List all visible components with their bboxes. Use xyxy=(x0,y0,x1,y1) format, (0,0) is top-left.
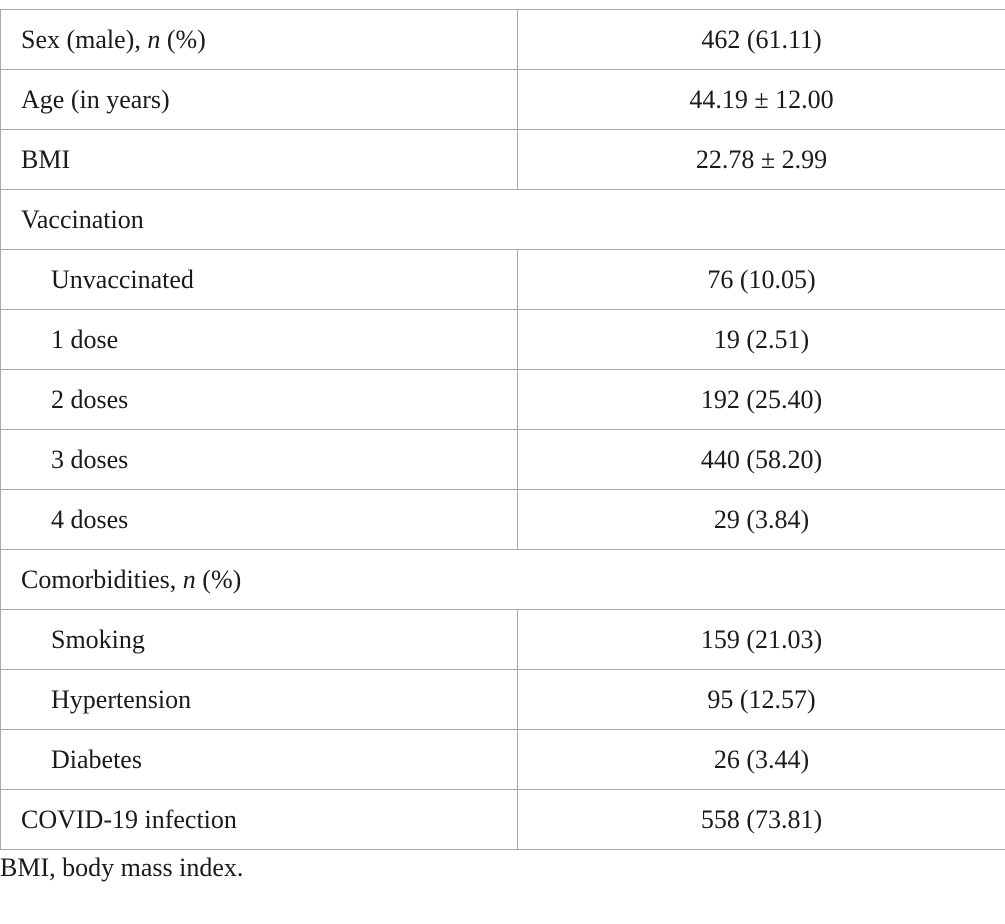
table-row-3-doses xyxy=(1,430,1005,490)
table-row-1-dose xyxy=(1,310,1005,370)
table-row-sex xyxy=(1,10,1005,70)
row-value: 19 (2.51) xyxy=(518,310,1005,370)
row-label: 3 doses xyxy=(1,430,518,490)
characteristics-table xyxy=(0,9,1005,850)
table-row-covid-infection xyxy=(1,790,1005,850)
table-row-hypertension xyxy=(1,670,1005,730)
section-label: Comorbidities, n (%) xyxy=(1,550,1005,610)
section-label: Vaccination xyxy=(1,190,1005,250)
row-value: 440 (58.20) xyxy=(518,430,1005,490)
row-value: 44.19 ± 12.00 xyxy=(518,70,1005,130)
row-value: 192 (25.40) xyxy=(518,370,1005,430)
table-row-bmi xyxy=(1,130,1005,190)
table-section-comorbidities xyxy=(1,550,1005,610)
row-label: Smoking xyxy=(1,610,518,670)
row-value: 76 (10.05) xyxy=(518,250,1005,310)
row-label: Hypertension xyxy=(1,670,518,730)
row-value: 29 (3.84) xyxy=(518,490,1005,550)
table-row-age xyxy=(1,70,1005,130)
row-value: 22.78 ± 2.99 xyxy=(518,130,1005,190)
row-value: 159 (21.03) xyxy=(518,610,1005,670)
row-value: 462 (61.11) xyxy=(518,10,1005,70)
table-row-4-doses xyxy=(1,490,1005,550)
row-value: 95 (12.57) xyxy=(518,670,1005,730)
table-row-unvaccinated xyxy=(1,250,1005,310)
row-label: 2 doses xyxy=(1,370,518,430)
row-label: Unvaccinated xyxy=(1,250,518,310)
row-label: COVID-19 infection xyxy=(1,790,518,850)
table-section-vaccination xyxy=(1,190,1005,250)
table-footnote: BMI, body mass index. xyxy=(0,853,244,882)
table-row-2-doses xyxy=(1,370,1005,430)
table-row-smoking xyxy=(1,610,1005,670)
row-value: 558 (73.81) xyxy=(518,790,1005,850)
table-row-diabetes xyxy=(1,730,1005,790)
row-label: Sex (male), n (%) xyxy=(1,10,518,70)
row-label: BMI xyxy=(1,130,518,190)
row-label: Age (in years) xyxy=(1,70,518,130)
row-value: 26 (3.44) xyxy=(518,730,1005,790)
row-label: Diabetes xyxy=(1,730,518,790)
row-label: 4 doses xyxy=(1,490,518,550)
row-label: 1 dose xyxy=(1,310,518,370)
